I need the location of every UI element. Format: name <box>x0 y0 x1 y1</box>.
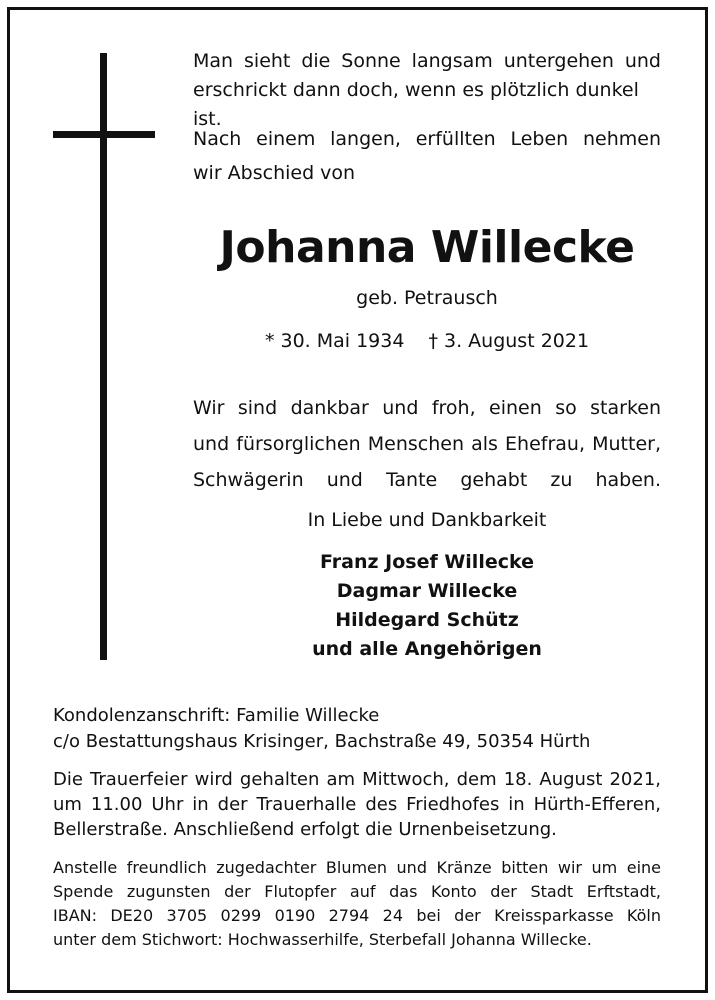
life-dates <box>193 325 661 357</box>
condolence-line: Kondolenzanschrift: Familie Willecke <box>53 705 380 726</box>
birth-date: * 30. Mai 1934 <box>264 330 405 352</box>
mourner-name: und alle Angehörigen <box>312 638 542 660</box>
mourners-list <box>193 548 661 664</box>
donation-request <box>53 856 661 952</box>
ceremony-line: um 11.00 Uhr in der Trauerhalle des Friedhofes in Hürth-Efferen, <box>53 794 661 815</box>
gratitude-line: und fürsorglichen Menschen als Ehefrau, Mutter, <box>193 433 661 455</box>
quote-line: Man sieht die Sonne langsam untergehen und <box>193 50 661 72</box>
donation-line: IBAN: DE20 3705 0299 0190 2794 24 bei der Kreissparkasse Köln <box>53 906 661 925</box>
ceremony-line: Die Trauerfeier wird gehalten am Mittwoch, dem 18. August 2021, <box>53 769 661 790</box>
gratitude-text <box>193 390 661 498</box>
donation-line: Anstelle freundlich zugedachter Blumen und Kränze bitten wir um eine <box>53 858 661 877</box>
condolence-line: c/o Bestattungshaus Krisinger, Bachstraße 49, 50354 Hürth <box>53 731 591 752</box>
quote-line: erschrickt dann doch, wenn es plötzlich dunkel ist. <box>193 79 639 130</box>
cross-vertical-beam <box>100 53 107 660</box>
closing-phrase: In Liebe und Dankbarkeit <box>307 509 547 531</box>
mourner-name: Hildegard Schütz <box>335 609 519 631</box>
donation-line: Spende zugunsten der Flutopfer auf das Konto der Stadt Erftstadt, <box>53 882 661 901</box>
deceased-name: Johanna Willecke <box>219 222 635 273</box>
gratitude-line: Wir sind dankbar und froh, einen so starken <box>193 397 661 419</box>
donation-line: unter dem Stichwort: Hochwasserhilfe, Sterbefall Johanna Willecke. <box>53 930 592 949</box>
ceremony-info <box>53 767 661 842</box>
birth-name: geb. Petrausch <box>356 287 498 309</box>
intro-line: wir Abschied von <box>193 162 356 184</box>
ceremony-line: Bellerstraße. Anschließend erfolgt die Urnenbeisetzung. <box>53 819 557 840</box>
mourner-name: Franz Josef Willecke <box>319 551 534 573</box>
intro-line: Nach einem langen, erfüllten Leben nehmen <box>193 128 661 150</box>
condolence-address <box>53 703 661 755</box>
opening-quote <box>193 47 661 134</box>
mourner-name: Dagmar Willecke <box>336 580 518 602</box>
death-date: † 3. August 2021 <box>428 330 590 352</box>
cross-horizontal-beam <box>53 131 155 138</box>
intro-text <box>193 122 661 190</box>
gratitude-line: Schwägerin und Tante gehabt zu haben. <box>193 469 661 491</box>
